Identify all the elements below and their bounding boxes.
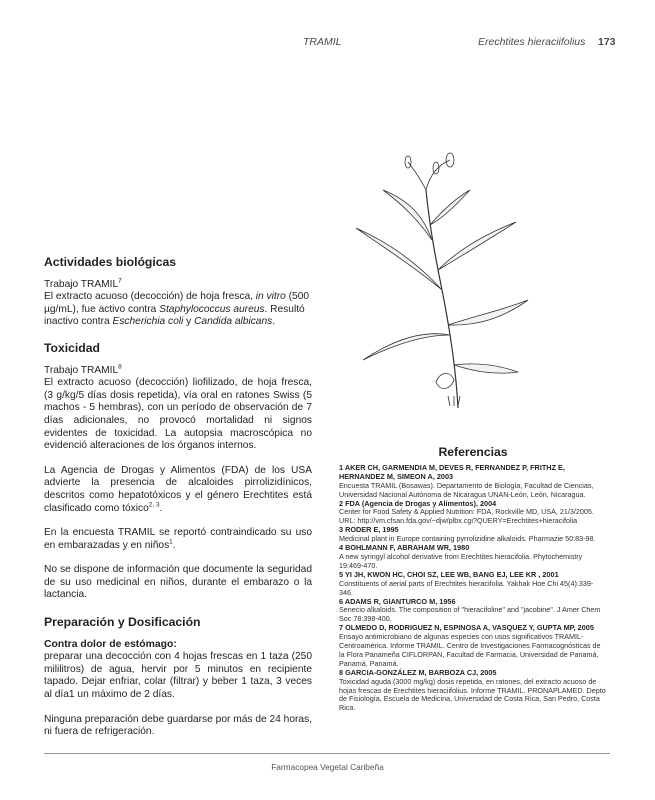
tramil-work-label: Trabajo TRAMIL$^7$ <box>44 277 122 290</box>
toxicidad-paragraph-1: El extracto acuoso (decocción) liofilizado, de hoja fresca, (3 g/kg/5 días dosis repetida), vía oral en ratones Swiss (5 machos - 5 hembras), con un período de observación de 7 días adicionales, no provocó mortalidad ni signos evidentes de toxicidad. La autopsia macroscópica no evidenció alteraciones de los órganos internos. <box>44 377 312 452</box>
running-header-left: TRAMIL <box>303 36 342 48</box>
reference-item: 8 GARCIA-GONZÁLEZ M, BARBOZA CJ, 2005 Toxicidad aguda (3000 mg/kg) dosis repetida, en ratones, del extracto acuoso de hojas frescas de Erechtites hieraciifolius. Informe TRAMIL. PRONAPLAMED. Depto de Fisiología, Escuela de Medicina, Universidad de Costa Rica, San Pedro, Costa Rica. <box>339 667 606 713</box>
plant-stem <box>426 190 458 408</box>
plant-leaf <box>383 190 432 240</box>
footer-title: Farmacopea Vegetal Caribeña <box>271 762 384 772</box>
preparation-subheading: Contra dolor de estómago: <box>44 638 177 650</box>
plant-seed-detail <box>448 396 460 406</box>
heading-actividades: Actividades biológicas <box>44 255 177 269</box>
reference-item: 5 YI JH, KWON HC, CHOI SZ, LEE WB, BANG EJ, LEE KR , 2001 Constituents of aerial parts of Erechtites hieracifolia. Yakhak Hoe Chi 45(4):339-346. <box>339 569 594 597</box>
plant-leaf <box>356 228 442 290</box>
plant-leaf <box>363 334 450 360</box>
page-number: 173 <box>598 36 616 48</box>
reference-item: 4 BOHLMANN F, ABRAHAM WR, 1980 A new syringyl alcohol derivative from Erechtites hieracifolia. Phytochemistry 19:469-470. <box>339 543 583 570</box>
reference-item: 3 RODER E, 1995 Medicinal plant in Europe containing pyrrolizidine alkaloids. Pharmazie 50:83-98. <box>339 525 596 544</box>
plant-leaf <box>454 364 518 373</box>
heading-referencias: Referencias <box>438 445 508 459</box>
reference-item: 6 ADAMS R, GIANTURCO M, 1956 Senecio alkaloids. The composition of "hieracifoline" and "jacobine". J Amer Chem Soc 78:398-400. <box>339 596 601 624</box>
actividades-paragraph: El extracto acuoso (decocción) de hoja fresca, in vitro (500 µg/mL), fue activo contra Staphylococcus aureus. Resultó inactivo contra Escherichia coli y Candida albicans. <box>44 291 310 328</box>
heading-preparacion: Preparación y Dosificación <box>44 615 201 630</box>
plant-leaf <box>448 300 528 325</box>
running-header-species: Erechtites hieraciifolius <box>478 36 586 48</box>
reference-item: 7 OLMEDO D, RODRIGUEZ N, ESPINOSA A, VASQUEZ Y, GUPTA MP, 2005 Ensayo antimicrobiano de algunas especies con usos significativos TRAMIL-Centroamérica. Informe TRAMIL. Centro de Investigaciones Farmacognósticas de la Flora Panameña CIFLORPAN, Facultad de Farmacia, Universidad de Panamá, Panamá, Panamá. <box>339 623 601 668</box>
toxicidad-paragraph-4: No se dispone de información que documente la seguridad de su uso medicinal en niños, durante el embarazo o la lactancia. <box>44 564 312 601</box>
footer-divider <box>44 753 610 754</box>
plant-flower-detail <box>436 373 454 388</box>
plant-leaf <box>438 222 516 270</box>
storage-warning-paragraph: Ninguna preparación debe guardarse por más de 24 horas, ni fuera de refrigeración. <box>44 713 312 738</box>
toxicidad-paragraph-3: En la encuesta TRAMIL se reportó contraindicado su uso en embarazadas y en niños$^1$. <box>44 527 312 551</box>
reference-item: 1 AKER CH, GARMENDIA M, DEVES R, FERNANDEZ P, FRITHZ E, HERNANDEZ M, SIMEON A, 2003 Encuesta TRAMIL (Bosawas). Departamento de Biología, Facultad de Ciencias, Universidad Nacional Autónoma de Nicaragua UNAN-León, León, Nicaragua. <box>339 462 594 499</box>
reference-item: 2 FDA (Agencia de Drogas y Alimentos), 2004 Center for Food Safety & Applied Nutrition: FDA, Rockville MD, USA, 21/3/2005. URL: http://vm.cfsan.fda.gov/~djw/plbx.cgi?QUERY=Erechtites+hieracifolia <box>339 498 594 526</box>
left-column <box>44 256 312 739</box>
preparation-paragraph: preparar una decocción con 4 hojas frescas en 1 taza (250 mililitros) de agua, hervir por 5 minutos en recipiente tapado. Dejar enfriar, colar (filtrar) y beber 1 taza, 3 veces al día1 un máximo de 2 días. <box>44 651 312 701</box>
plant-flower-stalk <box>408 162 426 190</box>
heading-toxicidad: Toxicidad <box>44 340 100 355</box>
plant-illustration <box>338 150 533 430</box>
plant-leaf <box>430 190 470 225</box>
references-column <box>339 445 607 713</box>
tramil-work-label: Trabajo TRAMIL$^8$ <box>44 363 122 376</box>
plant-flower-stalk <box>426 160 450 190</box>
toxicidad-paragraph-2: La Agencia de Drogas y Alimentos (FDA) de los USA advierte la presencia de alcaloides pirrolizidínicos, descritos como hepatotóxicos y el género Erechtites está clasificado como tóxico$^{2, 3}$. <box>44 464 312 514</box>
